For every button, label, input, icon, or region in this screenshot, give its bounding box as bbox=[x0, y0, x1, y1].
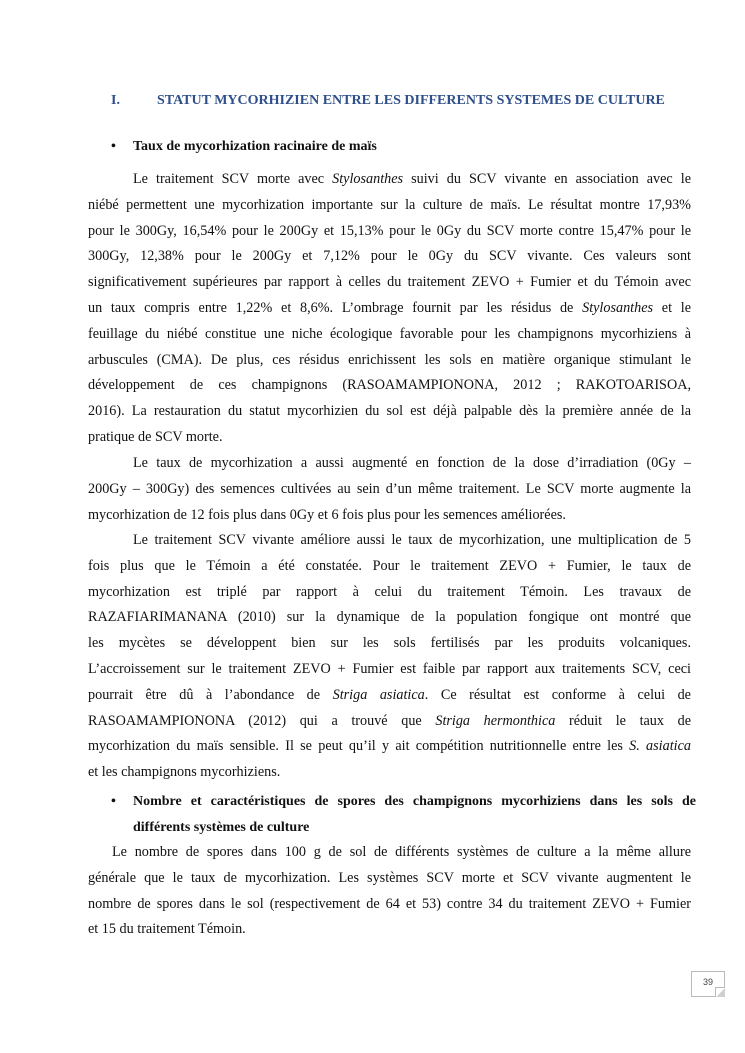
text-segment: pour le 300Gy, 16,54% pour le 200Gy et 15,13% pour le 0Gy du SCV morte contre 15,47% pour le bbox=[88, 222, 691, 239]
text-segment: fois plus que le Témoin a été constatée. Pour le traitement ZEVO + Fumier, le taux de bbox=[88, 557, 691, 574]
text-line bbox=[88, 631, 691, 657]
text-segment: nombre de spores dans le sol (respectivement de 64 et 53) contre 34 du traitement ZEVO + Fumier bbox=[88, 895, 691, 912]
section-title: STATUT MYCORHIZIEN ENTRE LES DIFFERENTS SYSTEMES DE CULTURE bbox=[157, 93, 665, 108]
paragraph-irradiation-dose bbox=[88, 451, 691, 528]
text-segment: réduit le taux de bbox=[555, 712, 692, 729]
text-segment: pourrait être dû à l’abondance de bbox=[88, 686, 333, 703]
text-line bbox=[88, 167, 691, 193]
italic-term: Striga asiatica bbox=[332, 686, 425, 703]
text-segment: suivi du SCV vivante en association avec le bbox=[403, 171, 691, 187]
text-segment: 300Gy, 12,38% pour le 200Gy et 7,12% pour le 0Gy du SCV vivante. Ces valeurs sont bbox=[88, 248, 691, 265]
text-line bbox=[88, 322, 691, 348]
text-line bbox=[88, 193, 691, 219]
text-line bbox=[88, 657, 691, 683]
bullet-heading-text: Taux de mycorhization racinaire de maïs bbox=[133, 139, 377, 154]
italic-term: Stylosanthes bbox=[332, 171, 404, 187]
text-segment: et 15 du traitement Témoin. bbox=[88, 921, 246, 938]
text-segment: 2016). La restauration du statut mycorhizien du sol est déjà palpable dès la première année de la bbox=[88, 403, 691, 420]
text-line bbox=[88, 296, 691, 322]
text-segment: Le taux de mycorhization a aussi augmenté en fonction de la dose d’irradiation (0Gy – bbox=[133, 455, 691, 471]
text-line bbox=[88, 892, 691, 918]
text-segment: Le traitement SCV morte avec bbox=[133, 171, 333, 187]
text-segment: Le nombre de spores dans 100 g de sol de différents systèmes de culture a la même allure bbox=[112, 844, 691, 860]
text-segment: feuillage du niébé constitue une niche écologique favorable pour les champignons mycorhiziens à bbox=[88, 325, 691, 342]
text-segment: significativement supérieures par rapport à celles du traitement ZEVO + Fumier et du Témoin avec bbox=[88, 274, 691, 291]
text-segment: et les champignons mycorhiziens. bbox=[88, 764, 281, 781]
page-number-box bbox=[691, 971, 725, 997]
text-segment: mycorhization de 12 fois plus dans 0Gy et 6 fois plus pour les semences améliorées. bbox=[88, 506, 566, 523]
text-segment: RASOAMAMPIONONA (2012) qui a trouvé que bbox=[88, 712, 436, 729]
paragraph-spore-count bbox=[88, 840, 691, 943]
text-line bbox=[88, 451, 691, 477]
bullet-icon: • bbox=[111, 139, 116, 154]
italic-term: S. asiatica bbox=[629, 738, 691, 755]
text-line bbox=[88, 866, 691, 892]
text-segment: niébé permettent une mycorhization importante sur la culture de maïs. Le résultat montre 17,93% bbox=[88, 196, 691, 213]
text-line bbox=[88, 760, 691, 786]
bullet-icon: • bbox=[111, 794, 116, 809]
section-number: I. bbox=[111, 93, 120, 108]
bullet-heading-text: Nombre et caractéristiques de spores des champignons mycorhiziens dans les sols de différents systèmes de culture bbox=[133, 794, 696, 835]
text-line bbox=[88, 683, 691, 709]
text-line bbox=[88, 219, 691, 245]
text-segment: Le traitement SCV vivante améliore aussi le taux de mycorhization, une multiplication de 5 bbox=[133, 532, 691, 548]
text-line bbox=[88, 503, 691, 529]
italic-term: Stylosanthes bbox=[582, 299, 654, 316]
bullet-heading-mycorhization bbox=[111, 134, 696, 160]
paragraph-scv-vivante bbox=[88, 528, 691, 786]
text-segment: mycorhization du maïs sensible. Il se peut qu’il y ait compétition nutritionnelle entre les bbox=[88, 738, 630, 755]
text-line bbox=[88, 917, 691, 943]
text-line bbox=[88, 399, 691, 425]
text-line bbox=[88, 528, 691, 554]
text-line bbox=[88, 270, 691, 296]
text-line bbox=[88, 244, 691, 270]
text-segment: . Ce résultat est conforme à celui de bbox=[424, 686, 691, 703]
text-segment: arbuscules (CMA). De plus, ces résidus enrichissent les sols en matière organique stimulant le bbox=[88, 351, 691, 368]
text-line bbox=[88, 348, 691, 374]
text-line bbox=[88, 554, 691, 580]
text-segment: générale que le taux de mycorhization. Les systèmes SCV morte et SCV vivante augmentent le bbox=[88, 869, 691, 886]
text-line bbox=[88, 734, 691, 760]
text-segment: RAZAFIARIMANANA (2010) sur la dynamique de la population fongique ont montré que bbox=[88, 609, 691, 626]
paragraph-mycorhization-results bbox=[88, 167, 691, 451]
text-line bbox=[88, 840, 691, 866]
section-heading bbox=[111, 93, 721, 109]
text-segment: les mycètes se développent bien sur les sols fertilisés par les produits volcaniques. bbox=[88, 635, 691, 652]
bullet-heading-spores bbox=[111, 789, 696, 841]
text-line bbox=[88, 425, 691, 451]
text-segment: et le bbox=[653, 299, 691, 316]
page-number: 39 bbox=[702, 977, 713, 987]
text-line bbox=[88, 580, 691, 606]
text-segment: L’accroissement sur le traitement ZEVO + Fumier est faible par rapport aux traitements SCV, ceci bbox=[88, 660, 691, 677]
text-segment: un taux compris entre 1,22% et 8,6%. L’ombrage fournit par les résidus de bbox=[88, 299, 583, 316]
text-segment: mycorhization est triplé par rapport à celui du traitement Témoin. Les travaux de bbox=[88, 583, 691, 600]
text-line bbox=[88, 709, 691, 735]
text-segment: pratique de SCV morte. bbox=[88, 428, 223, 445]
text-line bbox=[88, 477, 691, 503]
italic-term: Striga hermonthica bbox=[435, 712, 556, 729]
text-line bbox=[88, 373, 691, 399]
page-curl-icon bbox=[715, 987, 725, 997]
text-segment: 200Gy – 300Gy) des semences cultivées au sein d’un même traitement. Le SCV morte augmente la bbox=[88, 480, 691, 497]
text-segment: développement de ces champignons (RASOAMAMPIONONA, 2012 ; RAKOTOARISOA, bbox=[88, 377, 691, 394]
text-line bbox=[88, 605, 691, 631]
